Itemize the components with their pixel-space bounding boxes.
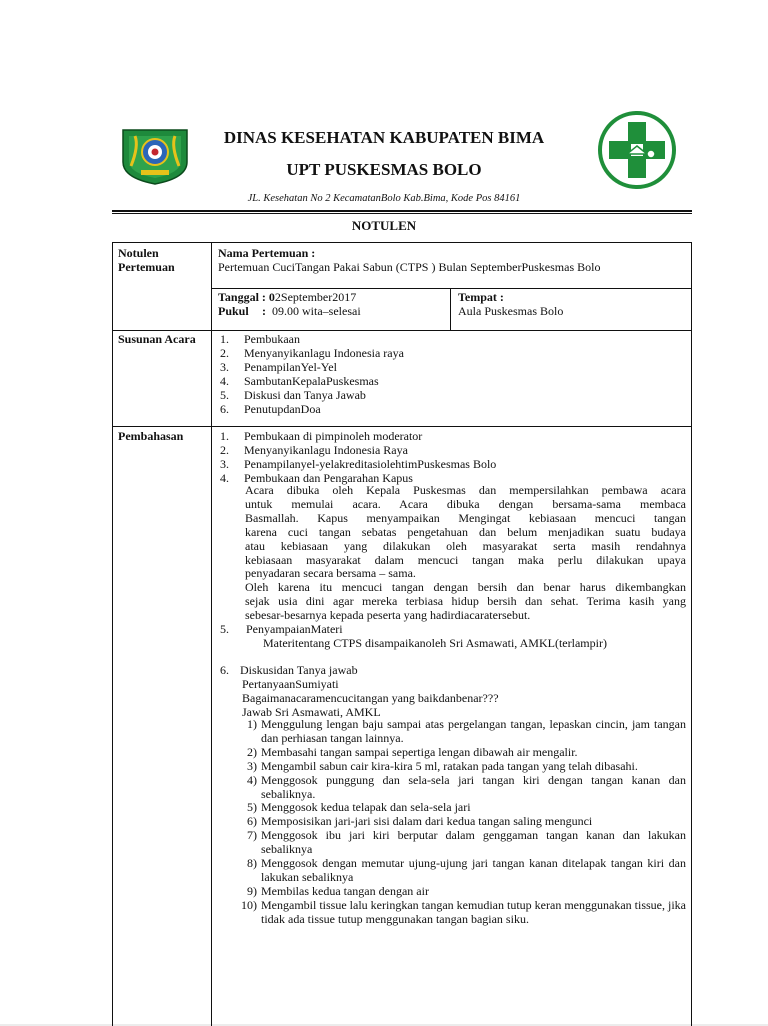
susunan-acara-item	[220, 346, 404, 360]
paragraph-line: Acara dibuka oleh Kepala Puskesmas dan mempersilahkan pembawa acara	[245, 483, 686, 497]
paragraph-line: karena cuci tangan sebatas pengetahuan dan belum menjadikan suatu budaya	[245, 524, 686, 539]
pembahasan-item	[220, 457, 496, 471]
meeting-name-label: Nama Pertemuan :	[218, 246, 316, 260]
paragraph-line: kebiasaan masyarakat dalam mencuci tangan maka perlu dilakukan upaya	[245, 552, 686, 567]
tanggal-value: 2September2017	[274, 290, 357, 304]
list-number: 5.	[220, 388, 229, 402]
org-name-line2: UPT PUSKESMAS BOLO	[286, 160, 482, 179]
list-number: 1.	[220, 429, 229, 443]
paragraph-line: atau kebiasaan yang dilakukan oleh masyarakat serta masih rendahnya	[245, 538, 686, 553]
header-rule-thick	[112, 210, 692, 212]
handwash-step	[237, 829, 686, 857]
pukul-line: Pukul : 09.00 wita–selesai	[218, 304, 361, 318]
tanggal-line: Tanggal : 02September2017	[218, 290, 357, 304]
pembahasan-label: Pembahasan	[118, 429, 184, 443]
handwash-step	[237, 899, 686, 927]
org-name-line1: DINAS KESEHATAN KABUPATEN BIMA	[223, 128, 545, 147]
list-number: 2.	[220, 443, 229, 457]
susunan-acara-item	[220, 374, 404, 388]
step-number: 1)	[247, 717, 257, 731]
closing-paragraph	[245, 581, 686, 623]
table-row-divider	[113, 330, 691, 331]
susunan-acara-list	[220, 332, 404, 416]
pembahasan-item-6: 6. Diskusidan Tanya jawab	[220, 663, 358, 677]
handwash-step	[237, 718, 686, 746]
handwash-step	[237, 815, 686, 829]
step-text: Membilas kedua tangan dengan air	[261, 883, 429, 898]
step-text: Memposisikan jari-jari sisi dalam dari kedua tangan saling mengunci	[261, 814, 593, 829]
susunan-acara-item	[220, 402, 404, 416]
table-subcolumn-divider	[450, 288, 451, 330]
pembahasan-item	[220, 429, 496, 443]
list-text: Menyanyikanlagu Indonesia Raya	[244, 443, 408, 457]
list-text: Pembukaan	[244, 332, 300, 346]
list-text: Pembukaan di pimpinoleh moderator	[244, 429, 423, 443]
list-text: PenampilanYel-Yel	[244, 360, 337, 374]
paragraph-line: sejak usia dini agar mereka terbiasa hidup bersih dan sehat. Terima kasih yang	[245, 593, 686, 608]
paragraph-line: sebesar-besarnya kepada peserta yang hadirdiacaratersebut.	[245, 607, 531, 622]
pukul-value: 09.00 wita–selesai	[272, 304, 361, 318]
list-number: 4.	[220, 471, 229, 485]
list-text: Diskusi dan Tanya Jawab	[244, 388, 366, 402]
list-number: 3.	[220, 457, 229, 471]
step-text: Mengambil tissue lalu keringkan tangan kemudian tutup keran menggunakan tissue, jika tidak ada tissue tutup menggunakan tangan bagian siku.	[261, 897, 686, 926]
step-text: Menggosok ibu jari kiri berputar dalam genggaman tangan kanan dan lakukan sebaliknya	[261, 828, 686, 857]
step-number: 4)	[247, 772, 257, 787]
document-title: NOTULEN	[351, 218, 417, 233]
step-text: Menggosok dengan memutar ujung-ujung jari tangan kanan ditelapak tangan kiri dan lakukan sebaliknya	[261, 856, 686, 884]
step-number: 8)	[247, 856, 257, 871]
address: JL. Kesehatan No 2 KecamatanBolo Kab.Bima, Kode Pos 84161	[247, 193, 521, 204]
susunan-acara-item	[220, 360, 404, 374]
step-text: Menggulung lengan baju sampai atas pergelangan tangan, lepaskan cincin, jam tangan dan perhiasan tangan lainnya.	[261, 717, 686, 745]
step-number: 10)	[241, 897, 257, 912]
materi-detail: Materitentang CTPS disampaikanoleh Sri Asmawati, AMKL(terlampir)	[263, 636, 607, 650]
tempat-value: Aula Puskesmas Bolo	[458, 304, 564, 318]
handwash-steps-list	[237, 718, 686, 927]
header-rule-thin	[112, 213, 692, 214]
paragraph-line: Basmallah. Kapus menyampaikan Mengingat kebiasaan mencuci tangan	[245, 510, 686, 525]
table-row-divider	[113, 426, 691, 427]
tempat-label: Tempat :	[458, 290, 504, 304]
step-text: Menggosok punggung dan sela-sela jari tangan kiri dengan tangan kanan dan sebaliknya.	[261, 772, 686, 801]
notulen-label: Notulen Pertemuan	[118, 246, 175, 274]
handwash-step	[237, 774, 686, 802]
paragraph-line: Oleh karena itu mencuci tangan dengan bersih dan benar harus dikembangkan	[245, 580, 686, 594]
handwash-step	[237, 746, 686, 760]
handwash-step	[237, 857, 686, 885]
kapus-paragraph	[245, 484, 686, 581]
pembahasan-list	[220, 429, 496, 485]
answer-by: Jawab Sri Asmawati, AMKL	[242, 705, 381, 719]
notulen-table	[112, 242, 692, 1026]
step-number: 7)	[247, 828, 257, 843]
handwash-step	[237, 885, 686, 899]
table-column-divider	[211, 243, 212, 1026]
list-number: 1.	[220, 332, 229, 346]
list-text: PenutupdanDoa	[244, 402, 321, 416]
list-text: Pembukaan dan Pengarahan Kapus	[244, 471, 413, 485]
step-number: 2)	[247, 744, 257, 759]
meeting-name-value: Pertemuan CuciTangan Pakai Sabun (CTPS ) Bulan SeptemberPuskesmas Bolo	[218, 260, 601, 274]
step-number: 9)	[247, 883, 257, 898]
paragraph-line: untuk memulai acara. Acara dibuka dengan bersama-sama membaca	[245, 496, 686, 511]
step-text: Membasahi tangan sampai sepertiga lengan dibawah air mengalir.	[261, 744, 578, 759]
list-number: 4.	[220, 374, 229, 388]
step-text: Menggosok kedua telapak dan sela-sela jari	[261, 800, 471, 815]
list-text: Penampilanyel-yelakreditasiolehtimPuskesmas Bolo	[244, 457, 497, 471]
question-text: Bagaimanacaramencucitangan yang baikdanbenar???	[242, 691, 499, 705]
susunan-acara-item	[220, 388, 404, 402]
susunan-acara-label: Susunan Acara	[118, 332, 196, 346]
susunan-acara-item	[220, 332, 404, 346]
paragraph-line: penyadaran secara bersama – sama.	[245, 566, 416, 581]
list-number: 6.	[220, 402, 229, 416]
list-text: SambutanKepalaPuskesmas	[244, 374, 379, 388]
handwash-step	[237, 760, 686, 774]
step-number: 3)	[247, 758, 257, 773]
handwash-step	[237, 801, 686, 815]
step-text: Mengambil sabun cair kira-kira 5 ml, ratakan pada tangan yang telah dibasahi.	[261, 758, 638, 773]
list-number: 3.	[220, 360, 229, 374]
table-subrow-divider	[211, 288, 691, 289]
list-number: 2.	[220, 346, 229, 360]
question-by: PertanyaanSumiyati	[242, 677, 339, 691]
step-number: 6)	[247, 814, 257, 829]
pembahasan-item-5: 5. PenyampaianMateri	[220, 622, 343, 636]
pembahasan-item	[220, 443, 496, 457]
list-text: Menyanyikanlagu Indonesia raya	[244, 346, 404, 360]
step-number: 5)	[247, 800, 257, 815]
